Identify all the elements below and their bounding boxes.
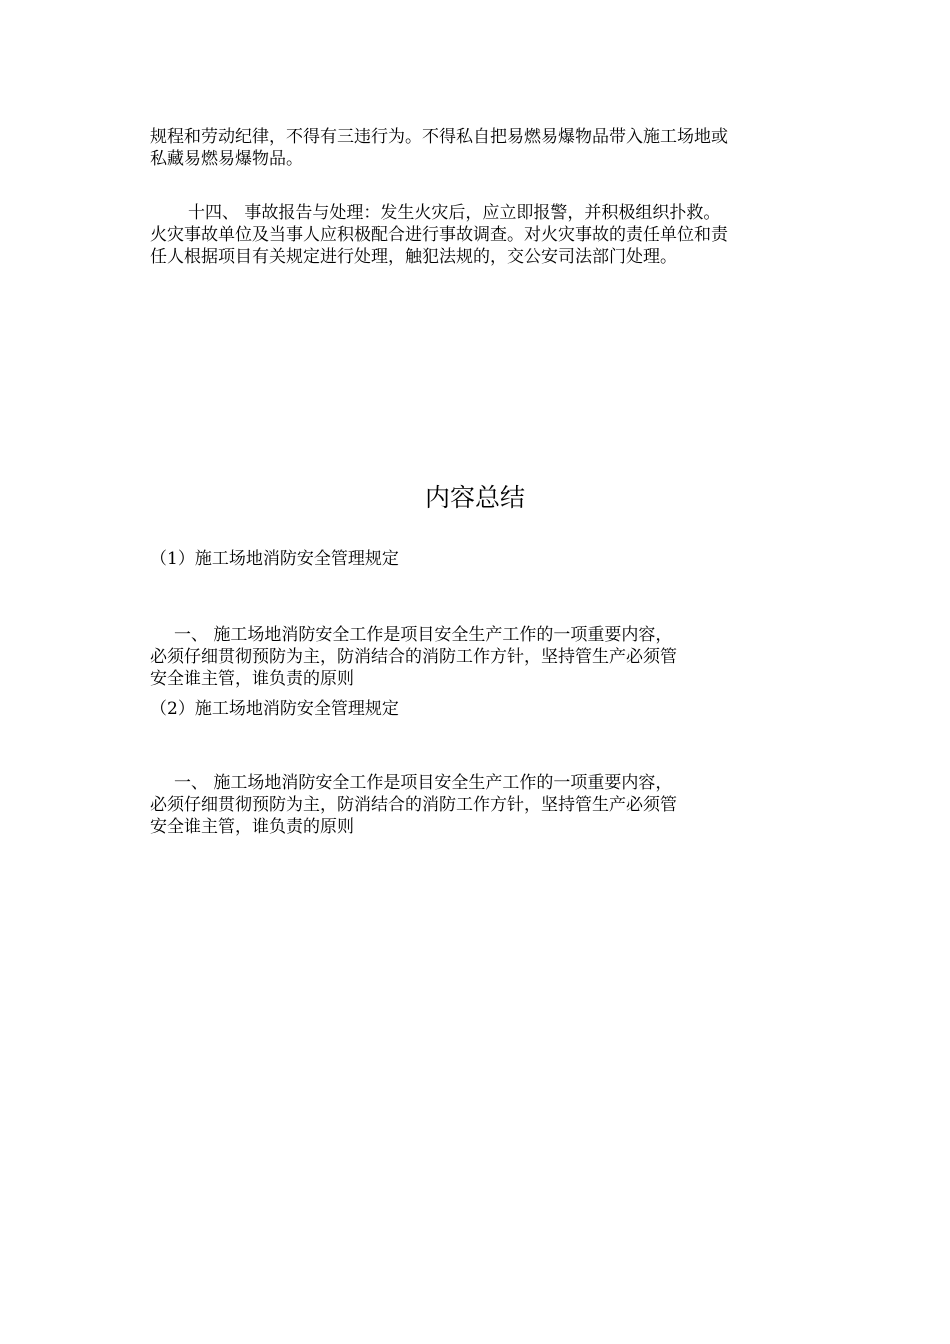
paragraph-line: 私藏易燃易爆物品。 xyxy=(150,149,303,169)
paragraph-accident-report xyxy=(150,202,810,268)
section-body-1 xyxy=(150,624,810,690)
paragraph-line: 规程和劳动纪律，不得有三违行为。不得私自把易燃易爆物品带入施工场地或 xyxy=(150,127,728,147)
paragraph-line: 一、 施工场地消防安全工作是项目安全生产工作的一项重要内容， xyxy=(174,625,673,645)
paragraph-line: 安全谁主管，谁负责的原则 xyxy=(150,669,354,689)
section-heading-2: （2）施工场地消防安全管理规定 xyxy=(150,699,399,719)
paragraph-line: 任人根据项目有关规定进行处理，触犯法规的，交公安司法部门处理。 xyxy=(150,247,677,267)
paragraph-line: 十四、 事故报告与处理：发生火灾后，应立即报警，并积极组织扑救。 xyxy=(188,203,721,223)
paragraph-line: 安全谁主管，谁负责的原则 xyxy=(150,817,354,837)
section-heading-1: （1）施工场地消防安全管理规定 xyxy=(150,549,399,569)
paragraph-line: 火灾事故单位及当事人应积极配合进行事故调查。对火灾事故的责任单位和责 xyxy=(150,225,728,245)
paragraph-line: 必须仔细贯彻预防为主，防消结合的消防工作方针，坚持管生产必须管 xyxy=(150,795,677,815)
paragraph-line: 必须仔细贯彻预防为主，防消结合的消防工作方针，坚持管生产必须管 xyxy=(150,647,677,667)
summary-title: 内容总结 xyxy=(424,483,525,512)
paragraph-line: 一、 施工场地消防安全工作是项目安全生产工作的一项重要内容， xyxy=(174,773,673,793)
section-body-2 xyxy=(150,772,810,838)
paragraph-regulations xyxy=(150,126,810,170)
